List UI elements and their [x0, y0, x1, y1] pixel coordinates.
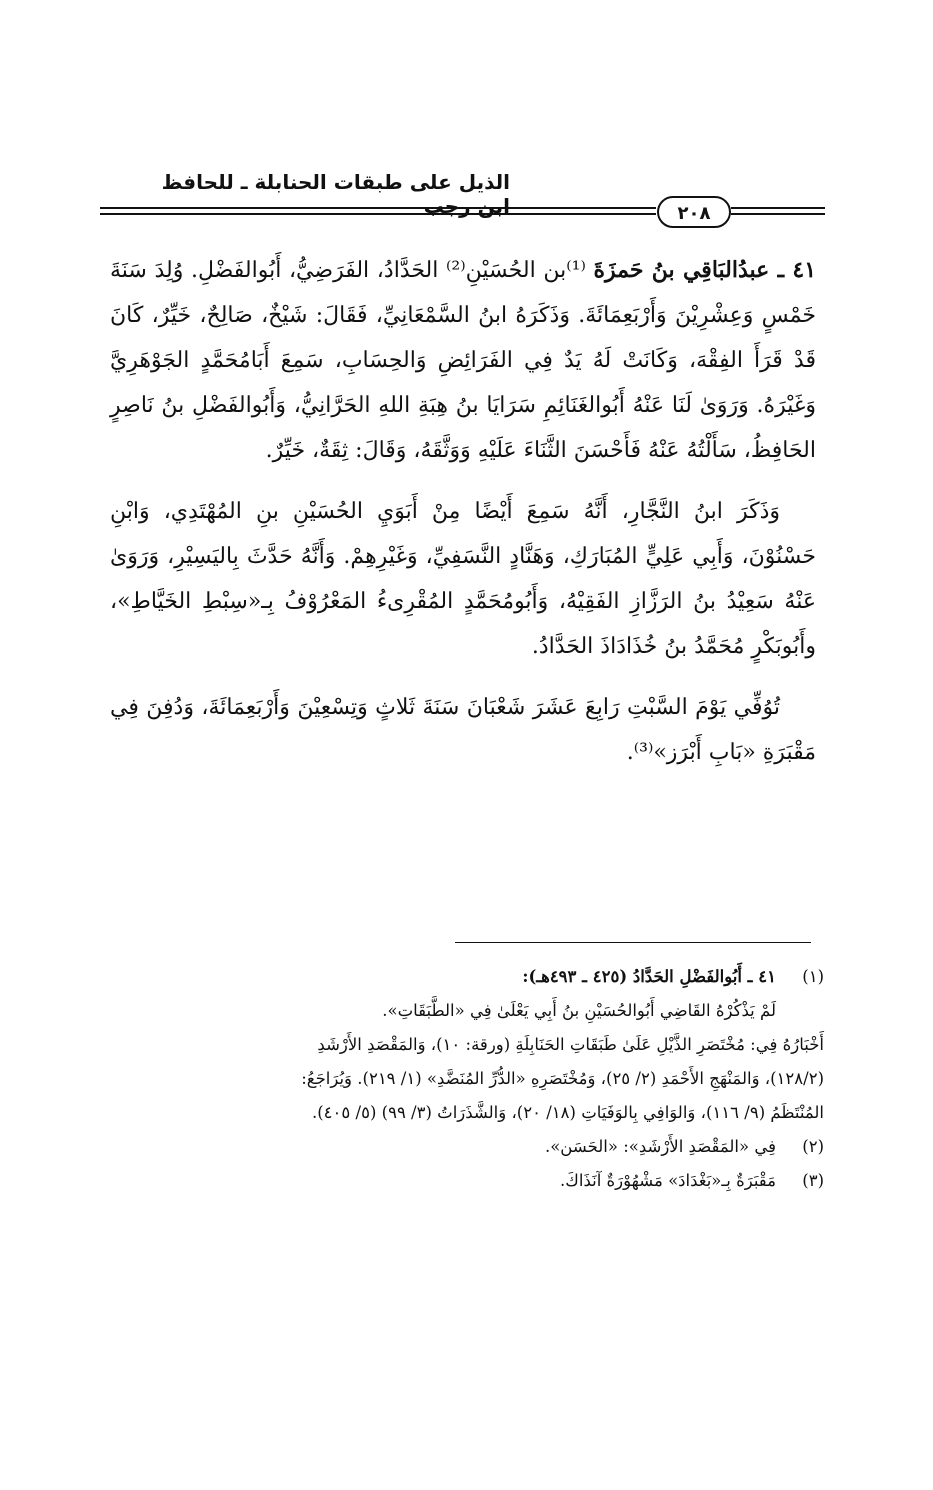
footnotes — [108, 960, 824, 1198]
footnote-1-head — [108, 960, 824, 994]
header-rule-top — [100, 207, 656, 209]
footnote-2 — [108, 1130, 824, 1164]
entry-text: ⁽¹⁾بن الحُسَيْنِ⁽²⁾ الحَدَّادُ، الفَرَضِيُّ، أَبُوالفَضْلِ. وُلِدَ سَنَةَ خَمْسٍ وَعِشْرِيْنَ وَأَرْبَعِمَائَةَ. وَذَكَرَهُ ابنُ السَّمْعَانِيِّ، فَقَالَ: شَيْخٌ، صَالِحٌ، خَيِّرٌ، كَانَ قَدْ قَرَأَ الفِقْهَ، وَكَانَتْ لَهُ يَدٌ فِي الفَرَائِضِ وَالحِسَابِ، سَمِعَ أَبَامُحَمَّدٍ الجَوْهَرِيَّ وَغَيْرَهُ. وَرَوَىٰ لَنَا عَنْهُ أَبُوالغَنَائِمِ سَرَايَا بنُ هِبَةِ اللهِ الحَرَّانِيُّ، وَأَبُوالفَضْلِ بنُ نَاصِرٍ الحَافِظُ، سَأَلْتُهُ عَنْهُ فَأَحْسَنَ الثَّنَاءَ عَلَيْهِ وَوَثَّقَهُ، وَقَالَ: ثِقَةٌ، خَيِّرٌ. — [110, 258, 816, 463]
footnote-text: فِي «المَقْصَدِ الأَرْشَدِ»: «الحَسَن». — [544, 1137, 776, 1156]
paragraph-death: تُوُفِّي يَوْمَ السَّبْتِ رَابِعَ عَشَرَ شَعْبَانَ سَنَةَ ثَلاثٍ وَتِسْعِيْنَ وَأَرْبَعِمَائَةَ، وَدُفِنَ فِي مَقْبَرَةِ «بَابِ أَبْرَز»⁽³⁾. — [110, 695, 816, 765]
paragraph-entry — [110, 248, 816, 473]
header-rule-bottom-right — [731, 213, 825, 215]
footnote-number: (١) — [802, 967, 824, 986]
paragraph-narrators: وَذَكَرَ ابنُ النَّجَّارِ، أَنَّهُ سَمِعَ أَيْضًا مِنْ أَبَوَيِ الحُسَيْنِ بنِ المُهْتَدِي، وَابْنِ حَسْنُوْنَ، وَأَبِي عَلِيٍّ المُبَارَكِ، وَهَنَّادٍ النَّسَفِيِّ، وَغَيْرِهِمْ. وَأَنَّهُ حَدَّثَ بِاليَسِيْرِ، وَرَوَىٰ عَنْهُ سَعِيْدُ بنُ الرَزَّازِ الفَقِيْهُ، وَأَبُومُحَمَّدٍ المُقْرِىءُ المَعْرُوْفُ بِـ«سِبْطِ الخَيَّاطِ»، وأَبُوبَكْرٍ مُحَمَّدُ بنُ خُذَادَاذَ الحَدَّادُ. — [110, 499, 816, 659]
footnote-number: (٢) — [802, 1137, 824, 1156]
footnote-1-line: لَمْ يَذْكُرْهُ القَاضِي أَبُوالحُسَيْنِ بنُ أَبِي يَعْلَىٰ فِي «الطَّبَقَاتِ». — [382, 1001, 776, 1020]
footnote-1-line: أَخْبَارُهُ فِي: مُخْتَصَرِ الذَّيْلِ عَلَىٰ طَبَقَاتِ الحَنَابِلَةِ (ورقة: ١٠)، وَالمَقْصَدِ الأَرْشَدِ — [317, 1035, 824, 1054]
header-rule-top-right — [731, 207, 825, 209]
main-text — [110, 248, 816, 791]
running-header-title: الذيل على طبقات الحنابلة ـ للحافظ ابن رجب — [161, 170, 510, 218]
page-number: ٢٠٨ — [657, 196, 731, 228]
header-rule-bottom — [100, 213, 656, 215]
entry-heading: ٤١ ـ عبدُالبَاقِي بنُ حَمزَةَ — [593, 257, 817, 283]
footnote-1-line: المُنْتَظَمُ (٩/ ١١٦)، وَالوَافِي بِالوَفَيَاتِ (١٨/ ٢٠)، وَالشَّذَرَاتُ (٣/ ٩٩) (٥/ ٤٠٥). — [311, 1103, 824, 1122]
footnote-1-line: (١٢٨/٢)، وَالمَنْهَجِ الأَحْمَدِ (٢/ ٢٥)، وَمُخْتَصَرِهِ «الدُّرِّ المُنَضَّدِ» (١/ ٢١٩). وَيُرَاجَعُ: — [301, 1069, 824, 1088]
footnote-3 — [108, 1164, 824, 1198]
footnote-text: مَقْبَرَةٌ بِـ«بَغْدَادَ» مَشْهُوْرَةٌ آنَذَاكَ. — [560, 1171, 776, 1190]
footnote-heading: ٤١ ـ أَبُوالفَضْلِ الحَدَّادُ (٤٢٥ ـ ٤٩٣هـ): — [522, 967, 776, 986]
footnote-divider — [455, 942, 811, 943]
footnote-number: (٣) — [802, 1171, 824, 1190]
